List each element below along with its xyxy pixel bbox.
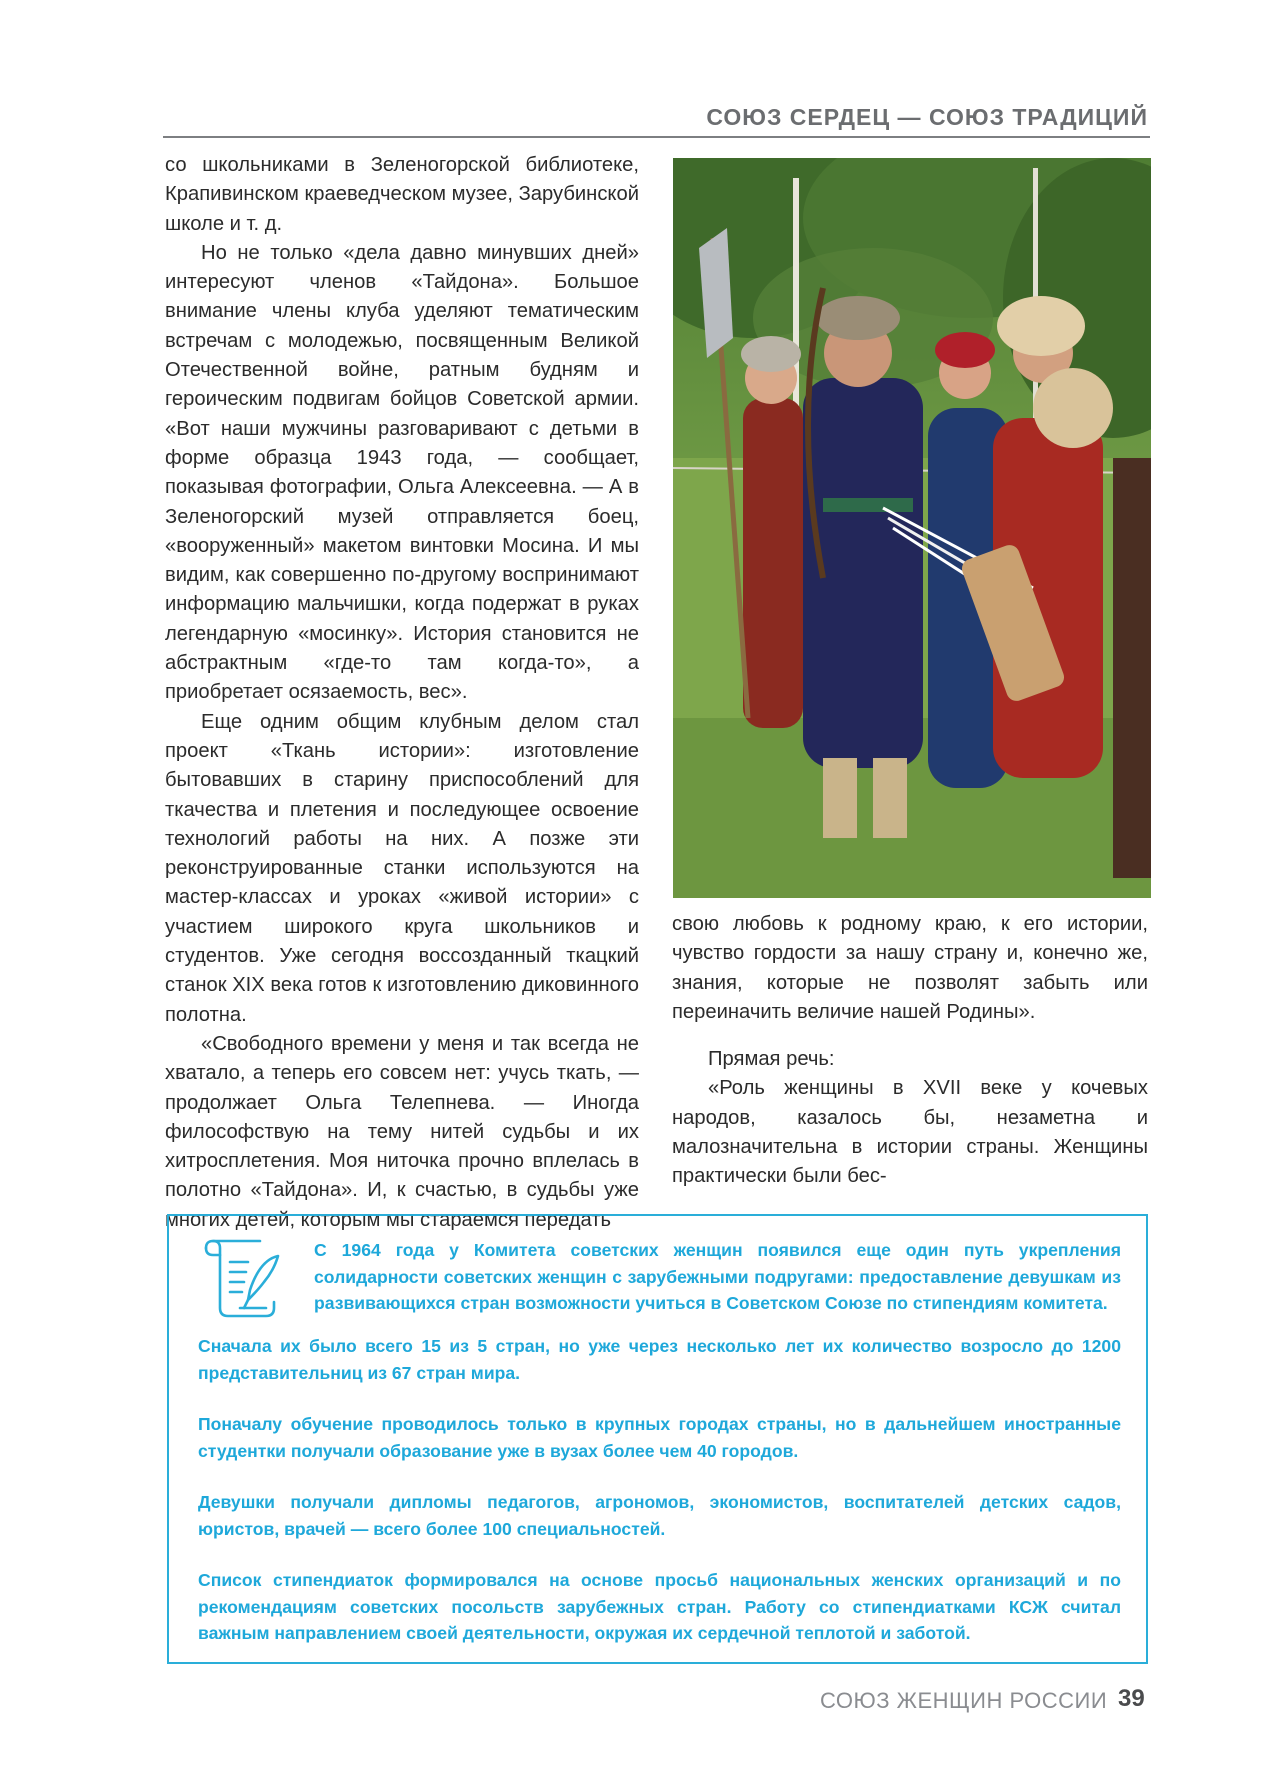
running-header-title: СОЮЗ СЕРДЕЦ — СОЮЗ ТРАДИЦИЙ [706, 104, 1148, 130]
right-paragraph-2: «Роль женщины в XVII веке у кочевых народов, казалось бы, незаметна и малозначительна в истории страны. Женщины практически были бес- [672, 1077, 1148, 1188]
left-paragraph-4: «Свободного времени у меня и так всегда не хватало, а теперь его совсем нет: учусь ткать, — продолжает Ольга Телепнева. — Иногда философствую на тему нитей судьбы и их хитросплетения. Моя ниточка прочно вплелась в полотно «Тайдона». И, к счастью, в судьбы уже многих детей, которым мы стараемся передать [165, 1032, 639, 1231]
info-paragraph-2: Сначала их было всего 15 из 5 стран, но уже через несколько лет их количество возросло до 1200 представительниц из 67 стран мира. [198, 1336, 1121, 1383]
header-divider [163, 136, 1150, 138]
left-text-column [165, 151, 639, 1235]
info-paragraphs [198, 1333, 1121, 1672]
right-text-column [672, 910, 1148, 1192]
info-paragraph-5: Список стипендиаток формировался на основе просьб национальных женских организаций и по рекомендациям советских посольств зарубежных стран. Работу со стипендиатками КСЖ считал важным направлением своей деятельности, окружая их сердечной теплотой и заботой. [198, 1570, 1121, 1643]
left-paragraph-1: со школьниками в Зеленогорской библиотеке, Крапивинском краеведческом музее, Зарубинской школе и т. д. [165, 154, 639, 235]
photo-illustration [673, 158, 1151, 898]
info-text-1: С 1964 года у Комитета советских женщин появился еще один путь укрепления солидарности советских женщин с зарубежными подругами: предоставление девушкам из развивающихся стран возможности учиться в Советском Союзе по стипендиям комитета. [314, 1240, 1121, 1313]
info-paragraph-3: Поначалу обучение проводилось только в крупных городах страны, но в дальнейшем иностранные студентки получали образование уже в вузах более чем 40 городов. [198, 1414, 1121, 1461]
info-paragraph-4: Девушки получали дипломы педагогов, агрономов, экономистов, воспитателей детских садов, юристов, врачей — всего более 100 специальностей. [198, 1492, 1121, 1539]
right-paragraph-1: свою любовь к родному краю, к его истории, чувство гордости за нашу страну и, конечно же, знания, которые не позволят забыть или переиначить величие нашей Родины». [672, 913, 1148, 1023]
left-paragraph-3: Еще одним общим клубным делом стал проект «Ткань истории»: изготовление бытовавших в старину приспособлений для ткачества и плетения и последующее освоение технологий работы на них. А позже эти реконструированные станки используются на мастер-классах и уроках «живой истории» с участием широкого круга школьников и студентов. Уже сегодня воссозданный ткацкий станок XIX века готов к изготовлению диковинного полотна. [165, 710, 639, 1026]
info-paragraph-1 [314, 1237, 1121, 1317]
footer-magazine-name: СОЮЗ ЖЕНЩИН РОССИИ [820, 1688, 1108, 1713]
scroll-quill-icon [200, 1238, 280, 1322]
page-number: 39 [1118, 1685, 1145, 1712]
reenactors-photo [673, 158, 1151, 898]
direct-speech-heading: Прямая речь: [708, 1048, 835, 1071]
left-paragraph-2: Но не только «дела давно минувших дней» интересуют членов «Тайдона». Большое внимание члены клуба уделяют тематическим встречам с молодежью, посвященным Великой Отечественной войне, ратным будням и героическим подвигам бойцов Советской армии. «Вот наши мужчины разговаривают с детьми в форме образца 1943 года, — сообщает, показывая фотографии, Ольга Алексеевна. — А в Зеленогорский музей отправляется боец, «вооруженный» макетом винтовки Мосина. И мы видим, как совершенно по-другому воспринимают информацию мальчишки, когда подержат в руках легендарную «мосинку». История становится не абстрактным «где-то там когда-то», а приобретает осязаемость, вес». [165, 241, 639, 704]
